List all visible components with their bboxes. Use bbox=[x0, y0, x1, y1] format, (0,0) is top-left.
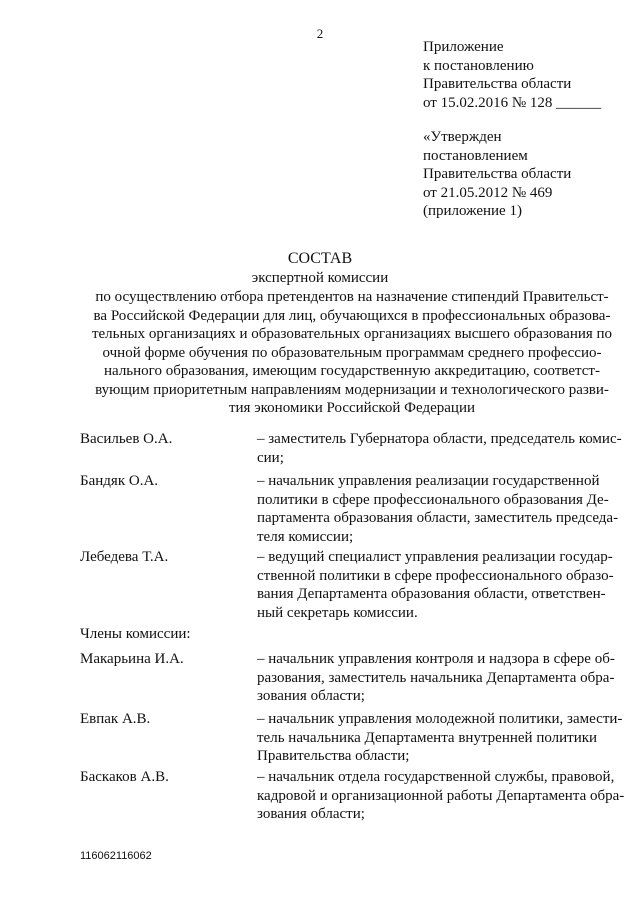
member-name: Баскаков А.В. bbox=[80, 769, 169, 785]
role-line: – начальник управления контроля и надзора в сфере об- bbox=[257, 651, 615, 667]
appendix-line: к постановлению bbox=[423, 57, 534, 74]
appendix-line: от 15.02.2016 № 128 ______ bbox=[423, 94, 602, 111]
role-line: – начальник управления реализации государственной bbox=[257, 473, 600, 489]
member-entry bbox=[80, 548, 628, 622]
member-name: Евпак А.В. bbox=[80, 711, 151, 727]
role-line: – заместитель Губернатора области, председатель комис- bbox=[257, 431, 622, 447]
role-line: – ведущий специалист управления реализации государ- bbox=[257, 549, 613, 565]
description-line: нального образования, имеющим государственную аккредитацию, соответст- bbox=[104, 363, 600, 379]
role-line: тель начальника Департамента внутренней политики bbox=[257, 729, 598, 746]
member-role bbox=[257, 548, 628, 622]
role-line: зования области; bbox=[257, 688, 365, 704]
member-entry bbox=[80, 430, 628, 467]
page-number: 2 bbox=[316, 26, 324, 41]
member-role bbox=[257, 710, 628, 766]
approved-line: «Утвержден bbox=[423, 129, 502, 145]
approved-line: Правительства области bbox=[423, 166, 572, 182]
description-line: по осуществлению отбора претендентов на назначение стипендий Правительст- bbox=[95, 289, 609, 305]
approved-line: от 21.05.2012 № 469 bbox=[423, 184, 553, 201]
approved-line: постановлением bbox=[423, 147, 528, 164]
role-line: ный секретарь комиссии. bbox=[257, 604, 418, 621]
member-entry bbox=[80, 472, 628, 546]
member-name: Лебедева Т.А. bbox=[80, 549, 169, 565]
document-subtitle: экспертной комиссии bbox=[251, 270, 389, 286]
member-role bbox=[257, 430, 628, 467]
role-line: вания Департамента образования области, ответствен- bbox=[257, 586, 606, 602]
document-description bbox=[80, 288, 624, 418]
appendix-line: Правительства области bbox=[423, 76, 572, 92]
description-line: тельных организациях и образовательных организациях высшего образования по bbox=[91, 326, 613, 342]
member-role bbox=[257, 650, 628, 706]
role-line: кадровой и организационной работы Департамента обра- bbox=[257, 787, 625, 804]
approved-line: (приложение 1) bbox=[423, 203, 522, 219]
role-line: зования области; bbox=[257, 806, 365, 822]
role-line: сии; bbox=[257, 449, 284, 466]
member-role bbox=[257, 472, 628, 546]
member-name: Бандяк О.А. bbox=[80, 473, 159, 489]
role-line: Правительства области; bbox=[257, 748, 410, 764]
role-line: – начальник отдела государственной службы, правовой, bbox=[257, 769, 615, 785]
member-name: Макарьина И.А. bbox=[80, 651, 184, 667]
appendix-line: Приложение bbox=[423, 39, 504, 55]
role-line: разования, заместитель начальника Департамента обра- bbox=[257, 669, 615, 686]
description-line: очной форме обучения по образовательным программам среднего профессио- bbox=[102, 344, 602, 361]
approved-block bbox=[423, 128, 571, 221]
description-line: тия экономики Российской Федерации bbox=[228, 400, 476, 416]
description-line: вующим приоритетным направлениям модернизации и технологического разви- bbox=[95, 381, 609, 398]
role-line: политики в сфере профессионального образования Де- bbox=[257, 491, 609, 508]
description-line: ва Российской Федерации для лиц, обучающихся в профессиональных образова- bbox=[93, 307, 611, 324]
members-section-label: Члены комиссии: bbox=[80, 626, 191, 642]
member-name: Васильев О.А. bbox=[80, 431, 173, 447]
document-code: 116062116062 bbox=[80, 850, 152, 862]
role-line: ственной политики в сфере профессионального образо- bbox=[257, 567, 614, 584]
role-line: – начальник управления молодежной политики, замести- bbox=[257, 711, 623, 727]
member-entry bbox=[80, 768, 628, 824]
role-line: теля комиссии; bbox=[257, 528, 354, 545]
member-entry bbox=[80, 650, 628, 706]
role-line: партамента образования области, заместитель председа- bbox=[257, 510, 619, 526]
member-role bbox=[257, 768, 628, 824]
appendix-block bbox=[423, 38, 601, 112]
document-title: СОСТАВ bbox=[287, 250, 353, 267]
member-entry bbox=[80, 710, 628, 766]
